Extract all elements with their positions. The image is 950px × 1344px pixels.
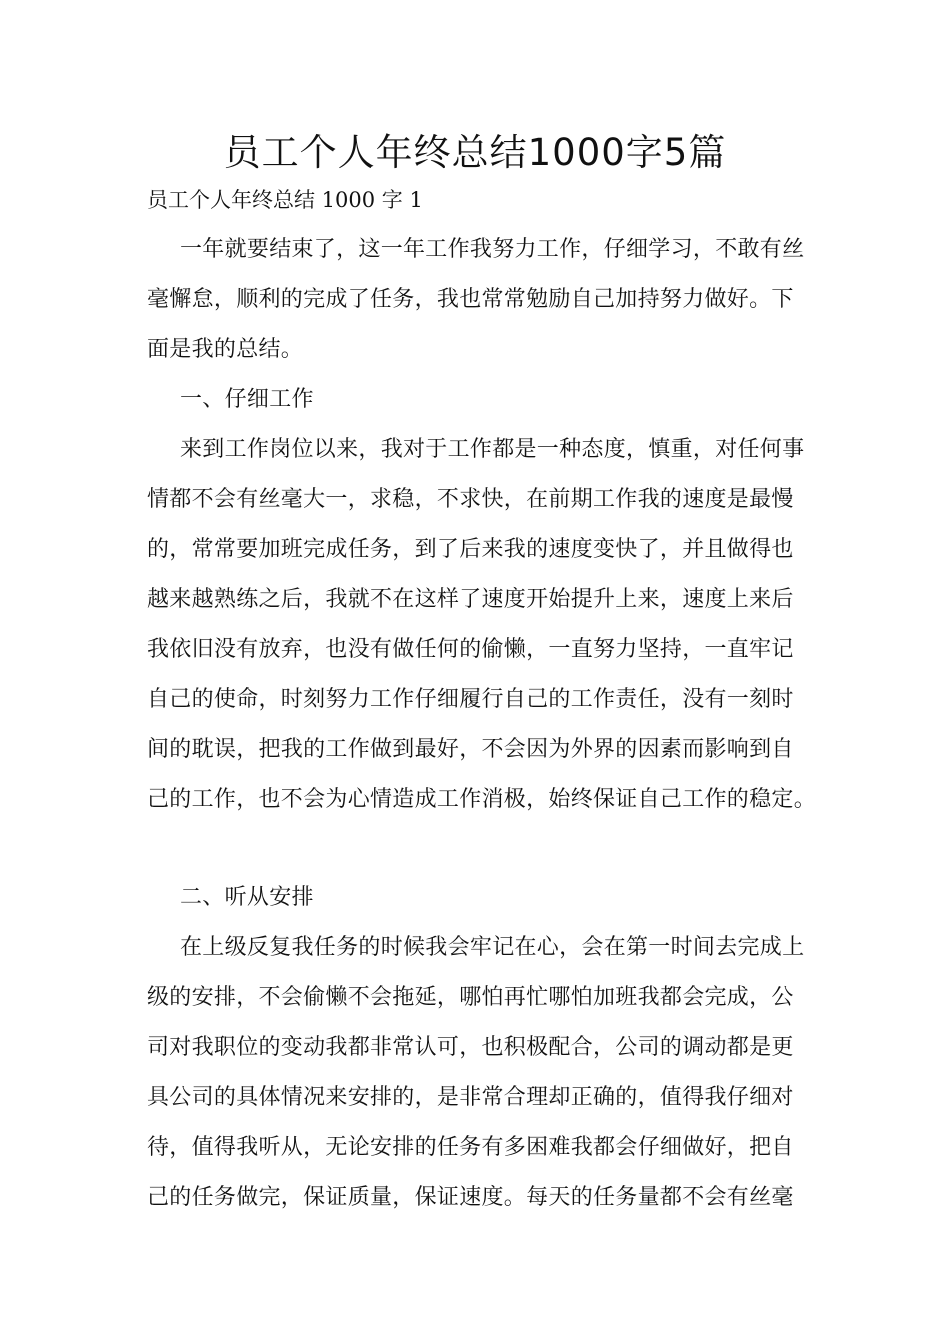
document-title: 员工个人年终总结1000字5篇 <box>223 131 727 174</box>
paragraph-3-line-3: 司对我职位的变动我都非常认可，也积极配合，公司的调动都是更 <box>147 1035 794 1060</box>
paragraph-2-line-8: 己的工作，也不会为心情造成工作消极，始终保证自己工作的稳定。 <box>147 787 817 812</box>
paragraph-1-line-2: 毫懈怠，顺利的完成了任务，我也常常勉励自己加持努力做好。下 <box>147 287 794 312</box>
paragraph-2-line-5: 我依旧没有放弃，也没有做任何的偷懒，一直努力坚持，一直牢记 <box>147 637 794 662</box>
paragraph-2-line-1: 来到工作岗位以来，我对于工作都是一种态度，慎重，对任何事 <box>180 437 805 462</box>
paragraph-2-line-4: 越来越熟练之后，我就不在这样了速度开始提升上来，速度上来后 <box>147 587 794 612</box>
section-heading-2: 二、听从安排 <box>180 885 314 910</box>
paragraph-3-line-6: 己的任务做完，保证质量，保证速度。每天的任务量都不会有丝毫 <box>147 1185 794 1210</box>
paragraph-2-line-6: 自己的使命，时刻努力工作仔细履行自己的工作责任，没有一刻时 <box>147 687 794 712</box>
section-heading-1: 一、仔细工作 <box>180 387 314 412</box>
paragraph-2-line-3: 的，常常要加班完成任务，到了后来我的速度变快了，并且做得也 <box>147 537 794 562</box>
paragraph-1-line-3: 面是我的总结。 <box>147 337 304 362</box>
paragraph-3-line-5: 待，值得我听从，无论安排的任务有多困难我都会仔细做好，把自 <box>147 1135 794 1160</box>
paragraph-2-line-7: 间的耽误，把我的工作做到最好，不会因为外界的因素而影响到自 <box>147 737 794 762</box>
paragraph-3-line-1: 在上级反复我任务的时候我会牢记在心，会在第一时间去完成上 <box>180 935 805 960</box>
paragraph-1-line-1: 一年就要结束了，这一年工作我努力工作，仔细学习，不敢有丝 <box>180 237 805 262</box>
paragraph-2-line-2: 情都不会有丝毫大一，求稳，不求快，在前期工作我的速度是最慢 <box>147 487 794 512</box>
paragraph-3-line-4: 具公司的具体情况来安排的，是非常合理却正确的，值得我仔细对 <box>147 1085 794 1110</box>
document-subtitle: 员工个人年终总结 1000 字 1 <box>147 188 423 212</box>
paragraph-3-line-2: 级的安排，不会偷懒不会拖延，哪怕再忙哪怕加班我都会完成，公 <box>147 985 794 1010</box>
